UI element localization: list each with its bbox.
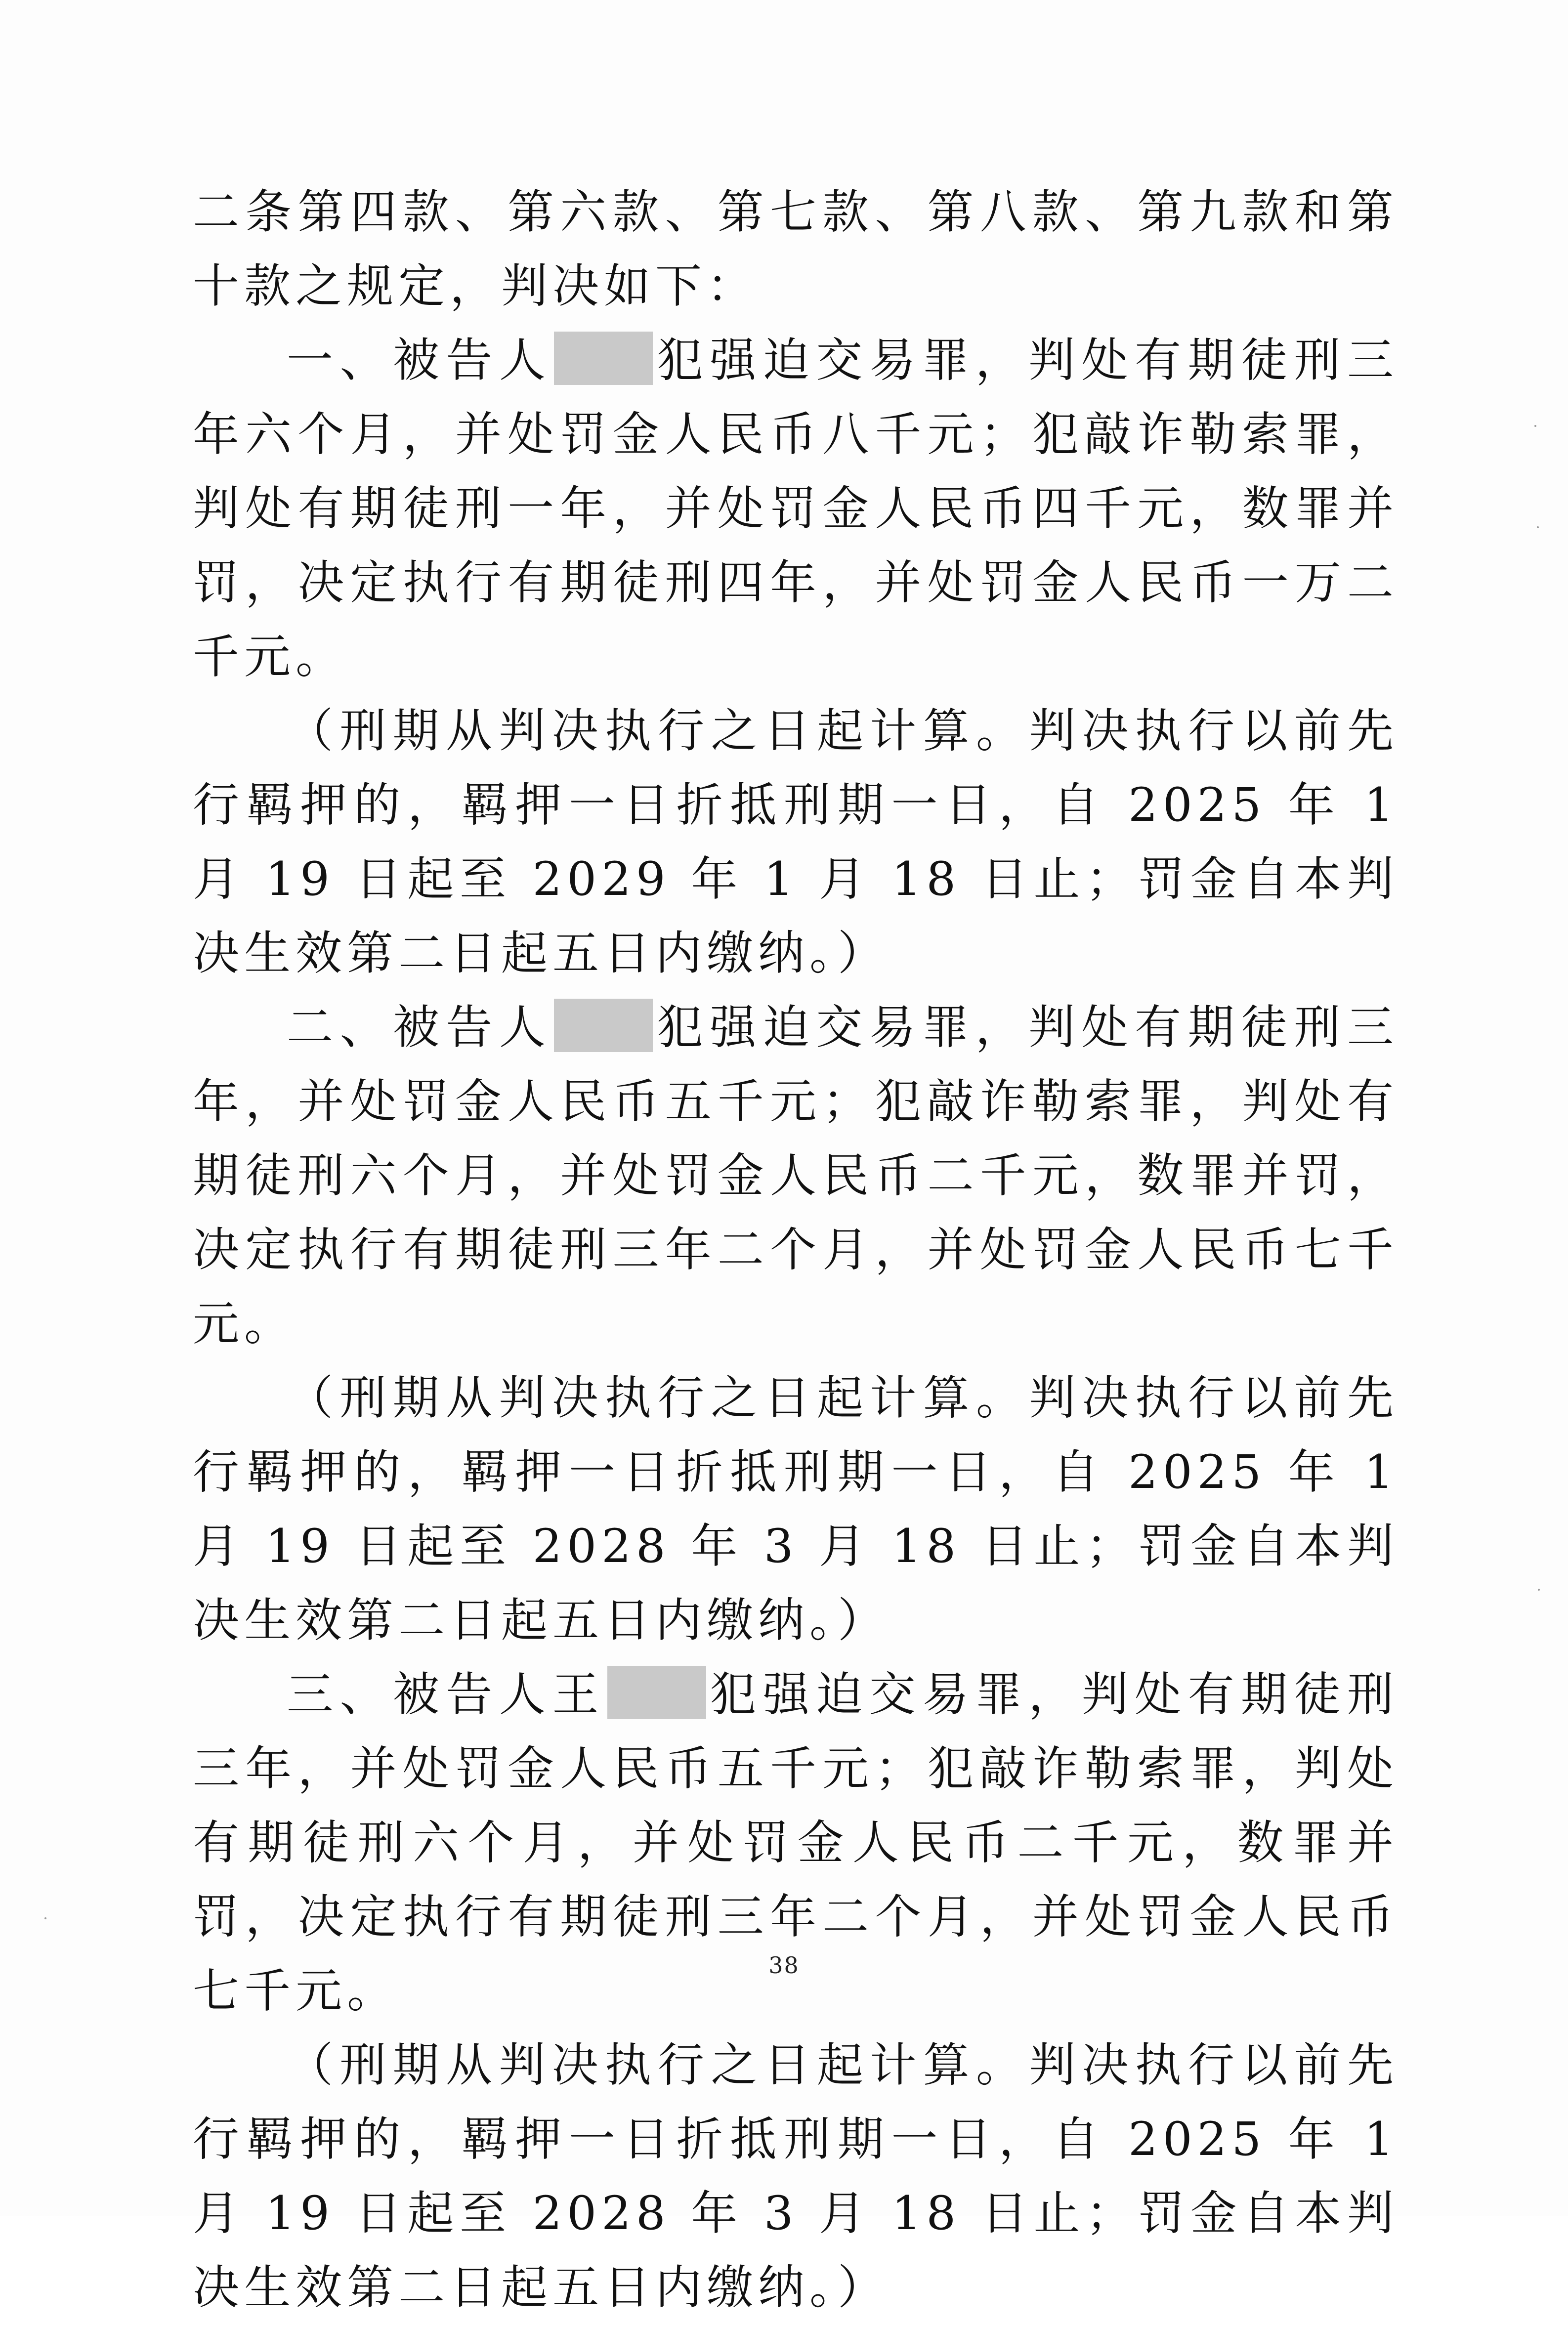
scan-speck [1538,1589,1540,1591]
paragraph-text: 一、被告人 [287,334,552,387]
redacted-name-block [554,332,653,385]
paragraph-legal-basis [193,175,1398,324]
paragraph-text: 二条第四款、第六款、第七款、第八款、第九款和第十款之规定，判决如下： [193,185,1398,313]
paragraph-sentence-defendant-2 [193,991,1398,1361]
paragraph-text: （刑期从判决执行之日起计算。判决执行以前先行羁押的，羁押一日折抵刑期一日，自 2025 年 1 月 19 日起至 2028 年 3 月 18 日止；罚金自本判决生效第二日起五日内缴纳。） [193,1371,1398,1648]
paragraph-term-note-defendant-3 [193,2029,1398,2325]
paragraph-term-note-defendant-2 [193,1361,1398,1658]
paragraph-text: 二、被告人 [287,1001,552,1055]
paragraph-text: 犯强迫交易罪，判处有期徒刑三年，并处罚金人民币五千元；犯敲诈勒索罪，判处有期徒刑六个月，并处罚金人民币二千元，数罪并罚，决定执行有期徒刑三年二个月，并处罚金人民币七千元。 [193,1001,1398,1351]
scan-speck [44,1917,46,1919]
page-number: 38 [768,1952,800,1979]
scan-speck [1537,526,1539,528]
paragraph-term-note-defendant-1 [193,694,1398,991]
paragraph-text: （刑期从判决执行之日起计算。判决执行以前先行羁押的，羁押一日折抵刑期一日，自 2025 年 1 月 19 日起至 2028 年 3 月 18 日止；罚金自本判决生效第二日起五日内缴纳。） [193,2038,1398,2315]
scan-speck [1534,425,1536,427]
paragraph-text: 犯强迫交易罪，判处有期徒刑三年，并处罚金人民币五千元；犯敲诈勒索罪，判处有期徒刑六个月，并处罚金人民币二千元，数罪并罚，决定执行有期徒刑三年二个月，并处罚金人民币七千元。 [193,1668,1398,2018]
paragraph-text: （刑期从判决执行之日起计算。判决执行以前先行羁押的，羁押一日折抵刑期一日，自 2025 年 1 月 19 日起至 2029 年 1 月 18 日止；罚金自本判决生效第二日起五日内缴纳。） [193,704,1398,980]
redacted-name-block [607,1666,706,1719]
paragraph-sentence-defendant-1 [193,324,1398,694]
paragraph-text: 犯强迫交易罪，判处有期徒刑三年六个月，并处罚金人民币八千元；犯敲诈勒索罪，判处有期徒刑一年，并处罚金人民币四千元，数罪并罚，决定执行有期徒刑四年，并处罚金人民币一万二千元。 [193,334,1398,684]
paragraph-text: 三、被告人王 [287,1668,605,1722]
redacted-name-block [554,999,653,1052]
judgment-text [193,175,1398,2325]
